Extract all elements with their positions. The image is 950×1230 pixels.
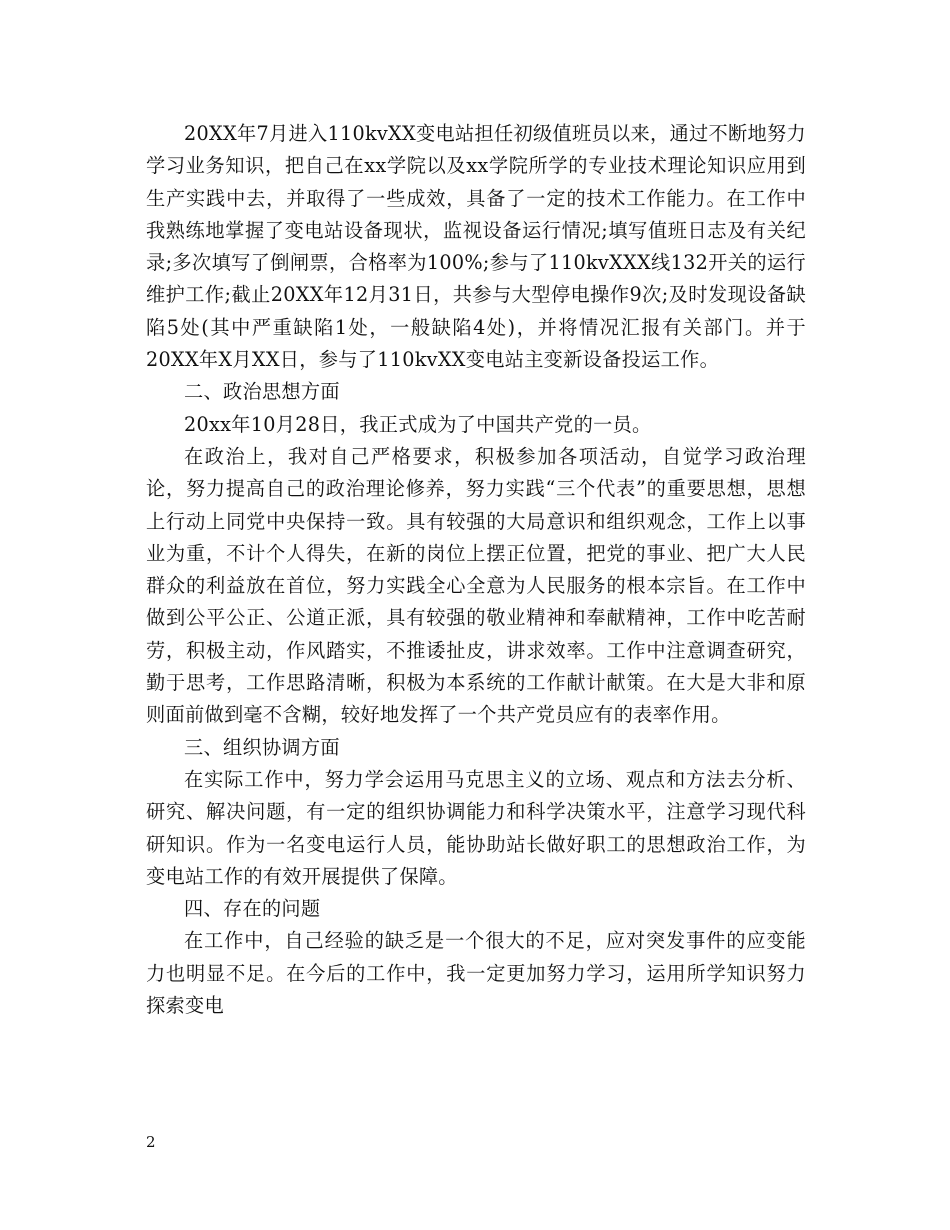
paragraph-coordination: 在实际工作中，努力学会运用马克思主义的立场、观点和方法去分析、研究、解决问题，有一定的组织协调能力和科学决策水平，注意学习现代科研知识。作为一名变电运行人员，能协助站长做好职工的思想政治工作，为变电站工作的有效开展提供了保障。: [146, 767, 806, 888]
page-number: 2: [146, 1133, 156, 1151]
section-heading-coordination: 三、组织协调方面: [184, 735, 340, 759]
document-body: [146, 118, 806, 1022]
section-heading-problems: 四、存在的问题: [184, 897, 321, 921]
paragraph-political-stance: 在政治上，我对自己严格要求，积极参加各项活动，自觉学习政治理论，努力提高自己的政治理论修养，努力实践“三个代表”的重要思想，思想上行动上同党中央保持一致。具有较强的大局意识和组织观念，工作上以事业为重，不计个人得失，在新的岗位上摆正位置，把党的事业、把广大人民群众的利益放在首位，努力实践全心全意为人民服务的根本宗旨。在工作中做到公平公正、公道正派，具有较强的敬业精神和奉献精神，工作中吃苦耐劳，积极主动，作风踏实，不推诿扯皮，讲求效率。工作中注意调查研究，勤于思考，工作思路清晰，积极为本系统的工作献计献策。在大是大非和原则面前做到毫不含糊，较好地发挥了一个共产党员应有的表率作用。: [146, 444, 806, 727]
paragraph-party-membership: 20xx年10月28日，我正式成为了中国共产党的一员。: [184, 412, 652, 436]
section-heading-political: 二、政治思想方面: [184, 380, 340, 404]
paragraph-work-experience: 20XX年7月进入110kvXX变电站担任初级值班员以来，通过不断地努力学习业务知识，把自己在xx学院以及xx学院所学的专业技术理论知识应用到生产实践中去，并取得了一些成效，具备了一定的技术工作能力。在工作中我熟练地掌握了变电站设备现状，监视设备运行情况;填写值班日志及有关纪录;多次填写了倒闸票，合格率为100%;参与了110kvXXX线132开关的运行维护工作;截止20XX年12月31日，共参与大型停电操作9次;及时发现设备缺陷5处(其中严重缺陷1处，一般缺陷4处)，并将情况汇报有关部门。并于20XX年X月XX日，参与了110kvXX变电站主变新设备投运工作。: [146, 122, 806, 372]
paragraph-problems: 在工作中，自己经验的缺乏是一个很大的不足，应对突发事件的应变能力也明显不足。在今后的工作中，我一定更加努力学习，运用所学知识努力探索变电: [146, 929, 806, 1018]
